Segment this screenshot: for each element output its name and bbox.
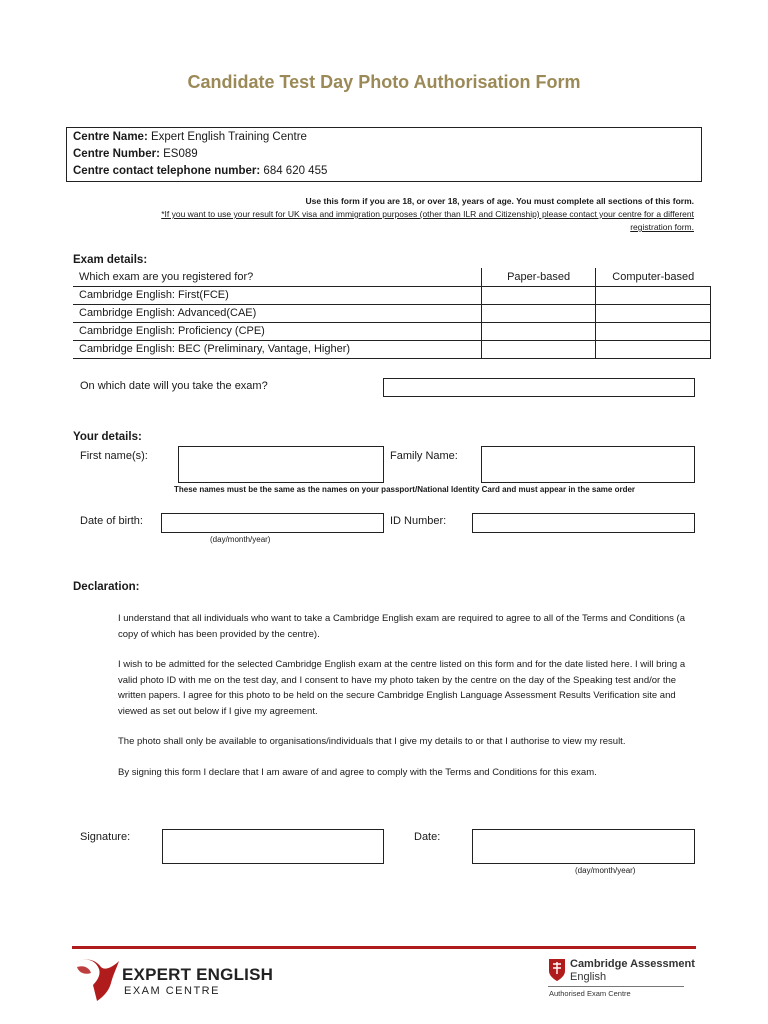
- centre-name-row: [73, 129, 695, 146]
- centre-phone-value: 684 620 455: [263, 165, 328, 177]
- centre-phone-label: Centre contact telephone number:: [73, 165, 261, 177]
- declaration-paragraph-consent: I wish to be admitted for the selected Cambridge English exam at the centre listed on this form and for the date listed here. I will bring a valid photo ID with me on the test day, and I consent to have my photo taken by the centre on the day of the Speaking test and/or the written papers. I agree for this photo to be held on the secure Cambridge English Language Assessment Results Verification site and viewed as set out below if I give my agreement.: [118, 659, 686, 717]
- first-name-label: First name(s):: [80, 450, 148, 462]
- exam-date-question: On which date will you take the exam?: [80, 380, 268, 392]
- your-details-heading: Your details:: [73, 431, 142, 443]
- exam-date-field[interactable]: [383, 378, 695, 397]
- computer-based-cell[interactable]: [596, 322, 711, 340]
- declaration-heading: Declaration:: [73, 581, 140, 593]
- centre-phone-row: [73, 163, 695, 180]
- centre-number-row: [73, 146, 695, 163]
- centre-name-label: Centre Name:: [73, 131, 148, 143]
- exam-table-header: [73, 268, 711, 286]
- cambridge-logo-divider: [548, 986, 684, 987]
- centre-info-box: [66, 127, 702, 182]
- cambridge-logo-title: Cambridge Assessment: [570, 958, 695, 970]
- table-row: [73, 286, 711, 304]
- computer-based-cell[interactable]: [596, 304, 711, 322]
- exam-name-cell: Cambridge English: First(FCE): [73, 286, 482, 304]
- dob-hint: (day/month/year): [210, 535, 271, 544]
- table-row: [73, 304, 711, 322]
- exam-name-cell: Cambridge English: Advanced(CAE): [73, 304, 482, 322]
- first-name-field[interactable]: [178, 446, 384, 483]
- paper-based-cell[interactable]: [482, 322, 596, 340]
- expert-english-logo-subtitle: EXAM CENTRE: [124, 985, 220, 997]
- family-name-label: Family Name:: [390, 450, 458, 462]
- paper-based-column-header: Paper-based: [482, 268, 596, 286]
- id-number-label: ID Number:: [390, 515, 447, 527]
- computer-based-cell[interactable]: [596, 286, 711, 304]
- signature-date-label: Date:: [414, 831, 441, 843]
- names-note: These names must be the same as the names on your passport/National Identity Card and must appear in the same order: [174, 485, 636, 494]
- declaration-paragraph-terms: I understand that all individuals who want to take a Cambridge English exam are required to agree to all of the Terms and Conditions (a copy of which has been provided by the centre).: [118, 613, 685, 640]
- visa-notice-continued: registration form.: [630, 222, 694, 232]
- dob-label: Date of birth:: [80, 515, 143, 527]
- id-number-field[interactable]: [472, 513, 695, 533]
- centre-number-label: Centre Number:: [73, 148, 160, 160]
- paper-based-cell[interactable]: [482, 286, 596, 304]
- paper-based-cell[interactable]: [482, 304, 596, 322]
- exam-details-heading: Exam details:: [73, 254, 148, 266]
- centre-name-value: Expert English Training Centre: [150, 131, 307, 143]
- centre-number-value: ES089: [163, 148, 198, 160]
- page-title: Candidate Test Day Photo Authorisation Form: [187, 72, 581, 92]
- expert-english-logo-icon: [73, 953, 121, 1005]
- computer-based-column-header: Computer-based: [596, 268, 711, 286]
- signature-label: Signature:: [80, 831, 131, 843]
- age-notice: Use this form if you are 18, or over 18, years of age. You must complete all sections of this form.: [305, 196, 694, 206]
- expert-english-logo-title: EXPERT ENGLISH: [122, 965, 274, 984]
- declaration-paragraph-agreement: By signing this form I declare that I am aware of and agree to comply with the Terms and Conditions for this exam.: [118, 767, 597, 778]
- exam-column-header: Which exam are you registered for?: [73, 268, 482, 286]
- signature-date-field[interactable]: [472, 829, 695, 864]
- visa-notice: *If you want to use your result for UK visa and immigration purposes (other than ILR and Citizenship) please contact your centre for a different: [161, 209, 694, 219]
- signature-date-hint: (day/month/year): [575, 866, 636, 875]
- table-row: [73, 340, 711, 358]
- declaration-paragraph-availability: The photo shall only be available to organisations/individuals that I give my details to or that I authorise to view my result.: [118, 736, 626, 747]
- authorised-exam-centre-label: Authorised Exam Centre: [549, 989, 631, 998]
- dob-field[interactable]: [161, 513, 384, 533]
- paper-based-cell[interactable]: [482, 340, 596, 358]
- exam-name-cell: Cambridge English: BEC (Preliminary, Vantage, Higher): [73, 340, 482, 358]
- computer-based-cell[interactable]: [596, 340, 711, 358]
- table-row: [73, 322, 711, 340]
- exam-name-cell: Cambridge English: Proficiency (CPE): [73, 322, 482, 340]
- family-name-field[interactable]: [481, 446, 695, 483]
- exam-table: [73, 268, 711, 359]
- footer-divider: [72, 946, 696, 949]
- signature-field[interactable]: [162, 829, 384, 864]
- cambridge-logo-subtitle: English: [570, 971, 607, 983]
- cambridge-shield-icon: [548, 958, 566, 982]
